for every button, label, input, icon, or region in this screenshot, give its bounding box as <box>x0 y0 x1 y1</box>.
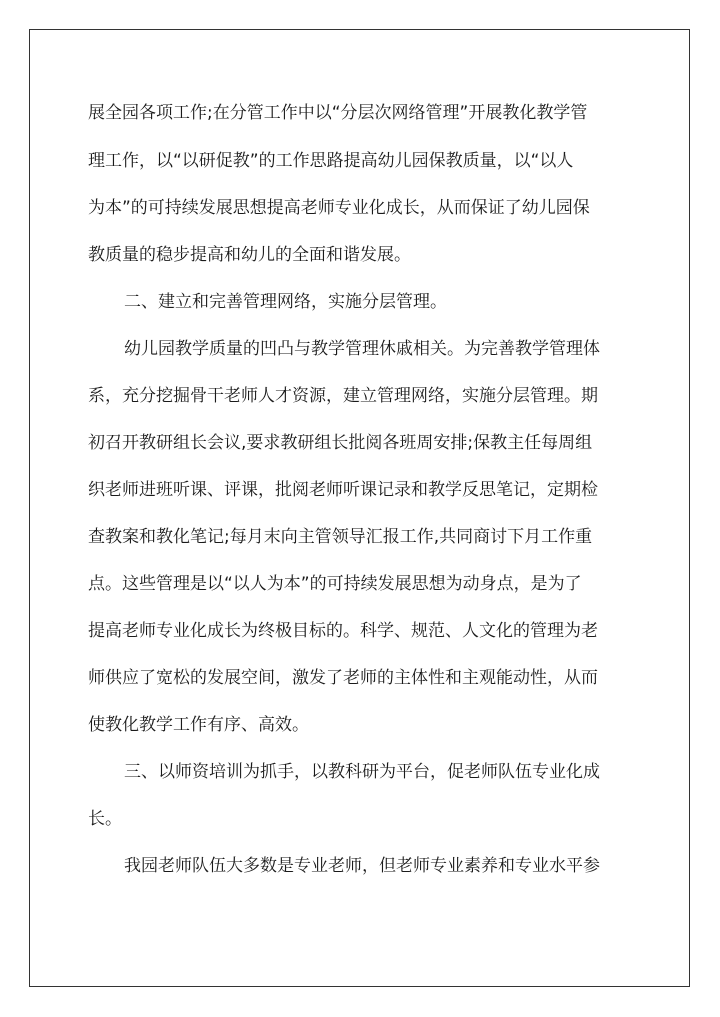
text-line-8: 初召开教研组长会议,要求教研组长批阅各班周安排;保教主任每周组 <box>88 433 593 453</box>
section-heading-2: 二、建立和完善管理网络，实施分层管理。 <box>124 292 447 312</box>
page-frame <box>29 29 690 987</box>
text-line-1: 展全园各项工作;在分管工作中以“分层次网络管理”开展教化教学管 <box>88 103 588 123</box>
text-line-17: 我园老师队伍大多数是专业老师，但老师专业素养和专业水平参 <box>124 856 600 876</box>
text-line-4: 教质量的稳步提高和幼儿的全面和谐发展。 <box>88 245 411 265</box>
text-line-11: 点。这些管理是以“以人为本”的可持续发展思想为动身点，是为了 <box>88 574 582 594</box>
text-line-16: 长。 <box>88 809 122 829</box>
text-line-12: 提高老师专业化成长为终极目标的。科学、规范、人文化的管理为老 <box>88 621 598 641</box>
text-line-2: 理工作，以“以研促教”的工作思路提高幼儿园保教质量，以“以人 <box>88 151 574 171</box>
section-heading-3: 三、以师资培训为抓手，以教科研为平台，促老师队伍专业化成 <box>124 762 600 782</box>
text-line-7: 系，充分挖掘骨干老师人才资源，建立管理网络，实施分层管理。期 <box>88 386 598 406</box>
text-line-6: 幼儿园教学质量的凹凸与教学管理休戚相关。为完善教学管理体 <box>124 339 600 359</box>
text-line-9: 织老师进班听课、评课，批阅老师听课记录和教学反思笔记，定期检 <box>88 480 598 500</box>
text-line-14: 使教化教学工作有序、高效。 <box>88 715 309 735</box>
text-line-10: 查教案和教化笔记;每月末向主管领导汇报工作,共同商讨下月工作重 <box>88 527 593 547</box>
text-line-3: 为本”的可持续发展思想提高老师专业化成长，从而保证了幼儿园保 <box>88 198 590 218</box>
text-line-13: 师供应了宽松的发展空间，激发了老师的主体性和主观能动性，从而 <box>88 668 598 688</box>
